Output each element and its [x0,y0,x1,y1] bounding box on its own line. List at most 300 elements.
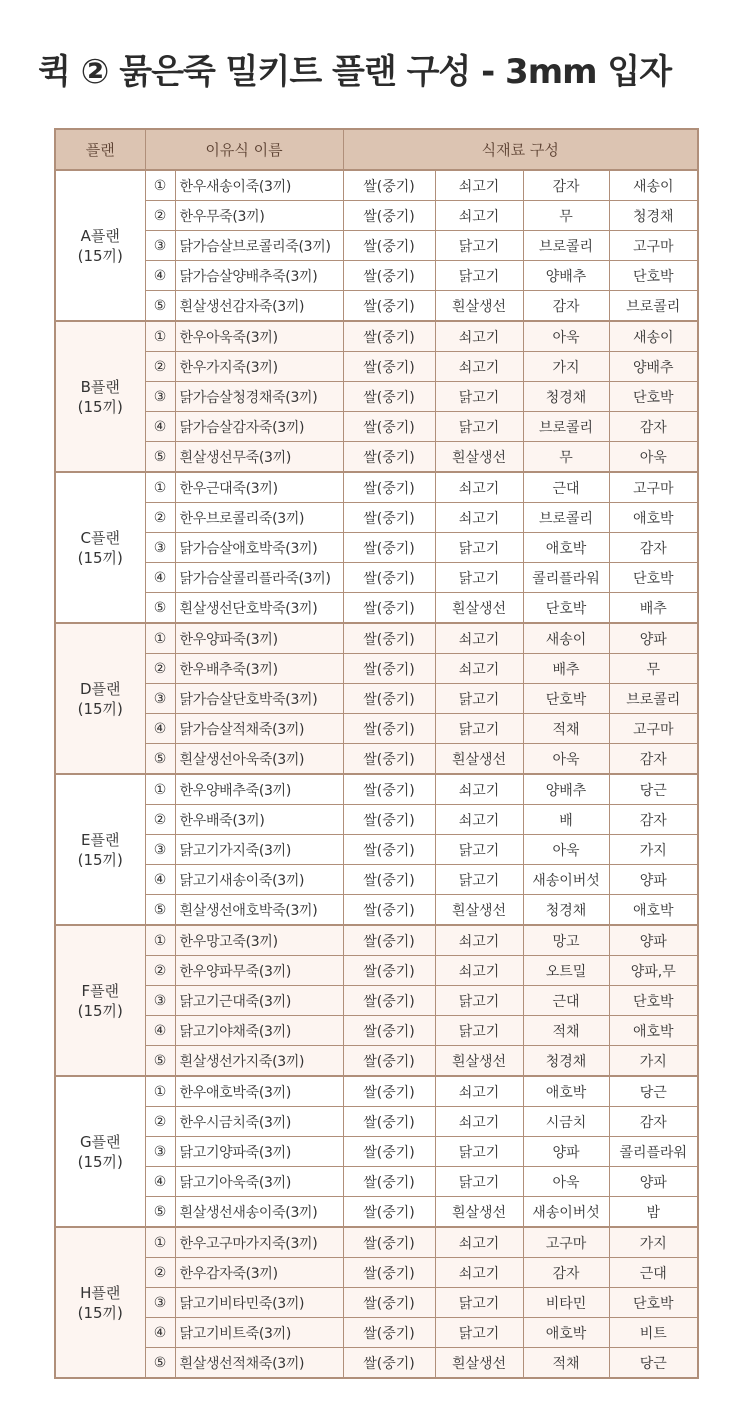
ingredient-cell: 쌀(중기) [343,956,435,986]
table-row [55,654,698,684]
menu-name: 닭가슴살양배추죽(3끼) [175,261,343,291]
menu-name: 한우새송이죽(3끼) [175,170,343,201]
menu-number: ② [145,1258,175,1288]
table-row [55,472,698,503]
ingredient-cell: 감자 [523,291,609,322]
ingredient-cell: 근대 [523,472,609,503]
menu-name: 한우고구마가지죽(3끼) [175,1227,343,1258]
ingredient-cell: 양배추 [523,261,609,291]
ingredient-cell: 고구마 [609,714,698,744]
ingredient-cell: 양파 [609,925,698,956]
menu-number: ④ [145,865,175,895]
ingredient-cell: 쇠고기 [435,925,523,956]
table-row [55,593,698,624]
page-title: 퀵 ② 묽은죽 밀키트 플랜 구성 - 3mm 입자 [38,52,672,92]
menu-name: 한우애호박죽(3끼) [175,1076,343,1107]
ingredient-cell: 밤 [609,1197,698,1228]
ingredient-cell: 닭고기 [435,563,523,593]
table-row [55,170,698,201]
ingredient-cell: 흰살생선 [435,1046,523,1077]
table-row [55,261,698,291]
ingredient-cell: 쌀(중기) [343,291,435,322]
ingredient-cell: 쌀(중기) [343,261,435,291]
menu-name: 한우배죽(3끼) [175,805,343,835]
table-row [55,895,698,926]
ingredient-cell: 쌀(중기) [343,1197,435,1228]
ingredient-cell: 닭고기 [435,1016,523,1046]
table-row [55,1137,698,1167]
plan-group [55,472,698,623]
ingredient-cell: 흰살생선 [435,291,523,322]
ingredient-cell: 근대 [523,986,609,1016]
ingredient-cell: 쇠고기 [435,1258,523,1288]
plan-label [55,925,145,1076]
table-row [55,533,698,563]
menu-name: 한우양파무죽(3끼) [175,956,343,986]
plan-group [55,1076,698,1227]
ingredient-cell: 쇠고기 [435,170,523,201]
table-row [55,382,698,412]
ingredient-cell: 흰살생선 [435,1348,523,1379]
ingredient-cell: 흰살생선 [435,1197,523,1228]
ingredient-cell: 쇠고기 [435,201,523,231]
plan-count: (15끼) [77,1001,123,1020]
ingredient-cell: 닭고기 [435,714,523,744]
ingredient-cell: 흰살생선 [435,744,523,775]
menu-name: 닭가슴살청경채죽(3끼) [175,382,343,412]
ingredient-cell: 단호박 [609,382,698,412]
ingredient-cell: 쌀(중기) [343,744,435,775]
menu-number: ① [145,321,175,352]
table-row [55,563,698,593]
table-row [55,1107,698,1137]
ingredient-cell: 감자 [523,170,609,201]
ingredient-cell: 무 [609,654,698,684]
ingredient-cell: 쇠고기 [435,774,523,805]
ingredient-cell: 쌀(중기) [343,1167,435,1197]
ingredient-cell: 배 [523,805,609,835]
ingredient-cell: 시금치 [523,1107,609,1137]
ingredient-cell: 당근 [609,774,698,805]
menu-number: ② [145,956,175,986]
ingredient-cell: 당근 [609,1348,698,1379]
ingredient-cell: 닭고기 [435,1318,523,1348]
ingredient-cell: 쌀(중기) [343,684,435,714]
header-row [55,129,698,170]
ingredient-cell: 쌀(중기) [343,986,435,1016]
ingredient-cell: 쇠고기 [435,1107,523,1137]
ingredient-cell: 가지 [523,352,609,382]
menu-name: 한우근대죽(3끼) [175,472,343,503]
table-row [55,684,698,714]
menu-number: ③ [145,684,175,714]
ingredient-cell: 쌀(중기) [343,895,435,926]
ingredient-cell: 쌀(중기) [343,835,435,865]
menu-number: ④ [145,563,175,593]
plan-count: (15끼) [77,850,123,869]
ingredient-cell: 쌀(중기) [343,1348,435,1379]
menu-number: ③ [145,1288,175,1318]
ingredient-cell: 쇠고기 [435,1227,523,1258]
menu-name: 흰살생선가지죽(3끼) [175,1046,343,1077]
plan-name: F플랜 [81,981,120,1000]
ingredient-cell: 쇠고기 [435,472,523,503]
menu-number: ④ [145,261,175,291]
menu-number: ① [145,1227,175,1258]
ingredient-cell: 아욱 [523,321,609,352]
menu-name: 흰살생선단호박죽(3끼) [175,593,343,624]
ingredient-cell: 애호박 [609,895,698,926]
plan-count: (15끼) [77,548,123,567]
menu-name: 흰살생선무죽(3끼) [175,442,343,473]
menu-name: 닭가슴살단호박죽(3끼) [175,684,343,714]
plan-group [55,623,698,774]
table-row [55,442,698,473]
ingredient-cell: 감자 [609,805,698,835]
ingredient-cell: 닭고기 [435,533,523,563]
ingredient-cell: 닭고기 [435,1167,523,1197]
plan-name: D플랜 [79,679,121,698]
ingredient-cell: 쇠고기 [435,956,523,986]
ingredient-cell: 쌀(중기) [343,1227,435,1258]
ingredient-cell: 새송이 [609,170,698,201]
plan-count: (15끼) [77,699,123,718]
ingredient-cell: 닭고기 [435,684,523,714]
ingredient-cell: 쌀(중기) [343,1107,435,1137]
ingredient-cell: 근대 [609,1258,698,1288]
menu-number: ① [145,472,175,503]
ingredient-cell: 브로콜리 [609,684,698,714]
ingredient-cell: 쌀(중기) [343,382,435,412]
ingredient-cell: 쌀(중기) [343,925,435,956]
ingredient-cell: 콜리플라워 [609,1137,698,1167]
table-row [55,744,698,775]
plan-group [55,170,698,321]
ingredient-cell: 쌀(중기) [343,170,435,201]
ingredient-cell: 단호박 [609,261,698,291]
table-row [55,774,698,805]
menu-name: 한우시금치죽(3끼) [175,1107,343,1137]
menu-name: 한우양배추죽(3끼) [175,774,343,805]
menu-name: 닭가슴살브로콜리죽(3끼) [175,231,343,261]
ingredient-cell: 아욱 [523,835,609,865]
ingredient-cell: 양파 [609,865,698,895]
ingredient-cell: 새송이 [523,623,609,654]
ingredient-cell: 쌀(중기) [343,623,435,654]
ingredient-cell: 쌀(중기) [343,472,435,503]
menu-number: ④ [145,1318,175,1348]
ingredient-cell: 쌀(중기) [343,1137,435,1167]
table-row [55,231,698,261]
menu-number: ② [145,352,175,382]
ingredient-cell: 가지 [609,835,698,865]
table-row [55,1167,698,1197]
menu-number: ⑤ [145,291,175,322]
ingredient-cell: 쌀(중기) [343,654,435,684]
table-row [55,623,698,654]
menu-number: ① [145,925,175,956]
plan-group [55,321,698,472]
menu-number: ② [145,503,175,533]
table-row [55,412,698,442]
ingredient-cell: 청경채 [609,201,698,231]
plan-label [55,623,145,774]
ingredient-cell: 쇠고기 [435,805,523,835]
table-row [55,1197,698,1228]
ingredient-cell: 닭고기 [435,1288,523,1318]
ingredient-cell: 쌀(중기) [343,1046,435,1077]
ingredient-cell: 단호박 [609,563,698,593]
ingredient-cell: 쌀(중기) [343,593,435,624]
menu-number: ③ [145,1137,175,1167]
menu-name: 흰살생선적채죽(3끼) [175,1348,343,1379]
ingredient-cell: 오트밀 [523,956,609,986]
ingredient-cell: 아욱 [609,442,698,473]
ingredient-cell: 단호박 [609,1288,698,1318]
plan-name: A플랜 [80,226,120,245]
table-row [55,1227,698,1258]
ingredient-cell: 쇠고기 [435,503,523,533]
ingredient-cell: 쌀(중기) [343,805,435,835]
menu-number: ② [145,201,175,231]
menu-name: 닭고기비트죽(3끼) [175,1318,343,1348]
ingredient-cell: 청경채 [523,1046,609,1077]
menu-name: 닭고기근대죽(3끼) [175,986,343,1016]
plan-label [55,472,145,623]
menu-number: ⑤ [145,744,175,775]
menu-name: 한우아욱죽(3끼) [175,321,343,352]
ingredient-cell: 콜리플라워 [523,563,609,593]
ingredient-cell: 적채 [523,1348,609,1379]
ingredient-cell: 비타민 [523,1288,609,1318]
ingredient-cell: 양파 [523,1137,609,1167]
table-row [55,1258,698,1288]
ingredient-cell: 쌀(중기) [343,321,435,352]
plan-name: E플랜 [81,830,120,849]
table-row [55,1318,698,1348]
table-row [55,1016,698,1046]
ingredient-cell: 쇠고기 [435,1076,523,1107]
ingredient-cell: 양파,무 [609,956,698,986]
ingredient-cell: 양배추 [609,352,698,382]
plan-count: (15끼) [77,246,123,265]
ingredient-cell: 흰살생선 [435,593,523,624]
menu-name: 한우감자죽(3끼) [175,1258,343,1288]
menu-name: 닭가슴살감자죽(3끼) [175,412,343,442]
table-row [55,714,698,744]
ingredient-cell: 청경채 [523,382,609,412]
ingredient-cell: 단호박 [523,593,609,624]
ingredient-cell: 쌀(중기) [343,1288,435,1318]
menu-number: ⑤ [145,895,175,926]
plan-label [55,321,145,472]
ingredient-cell: 닭고기 [435,835,523,865]
ingredient-cell: 브로콜리 [523,503,609,533]
menu-name: 흰살생선새송이죽(3끼) [175,1197,343,1228]
menu-name: 닭고기양파죽(3끼) [175,1137,343,1167]
ingredient-cell: 아욱 [523,1167,609,1197]
menu-name: 흰살생선아욱죽(3끼) [175,744,343,775]
ingredient-cell: 닭고기 [435,986,523,1016]
ingredient-cell: 쌀(중기) [343,503,435,533]
menu-number: ① [145,774,175,805]
menu-number: ③ [145,231,175,261]
menu-number: ⑤ [145,1197,175,1228]
ingredient-cell: 적채 [523,1016,609,1046]
ingredient-cell: 쌀(중기) [343,1318,435,1348]
plan-name: H플랜 [80,1283,121,1302]
menu-name: 닭가슴살콜리플라죽(3끼) [175,563,343,593]
ingredient-cell: 감자 [609,1107,698,1137]
ingredient-cell: 가지 [609,1046,698,1077]
menu-name: 닭고기새송이죽(3끼) [175,865,343,895]
menu-number: ② [145,805,175,835]
ingredient-cell: 닭고기 [435,412,523,442]
menu-name: 한우브로콜리죽(3끼) [175,503,343,533]
ingredient-cell: 애호박 [523,1076,609,1107]
menu-number: ⑤ [145,1348,175,1379]
table-row [55,291,698,322]
ingredient-cell: 쌀(중기) [343,774,435,805]
ingredient-cell: 애호박 [523,533,609,563]
menu-name: 닭고기아욱죽(3끼) [175,1167,343,1197]
ingredient-cell: 쌀(중기) [343,714,435,744]
menu-number: ① [145,1076,175,1107]
table-row [55,925,698,956]
ingredient-cell: 쌀(중기) [343,442,435,473]
ingredient-cell: 비트 [609,1318,698,1348]
ingredient-cell: 배추 [523,654,609,684]
plan-group [55,1227,698,1378]
plan-label [55,170,145,321]
ingredient-cell: 감자 [609,412,698,442]
ingredient-cell: 양배추 [523,774,609,805]
ingredient-cell: 쇠고기 [435,321,523,352]
ingredient-cell: 브로콜리 [523,231,609,261]
header-ingredients: 식재료 구성 [343,129,698,170]
table-row [55,1348,698,1379]
plan-count: (15끼) [77,1303,123,1322]
menu-number: ⑤ [145,442,175,473]
table-header [55,129,698,170]
ingredient-cell: 닭고기 [435,382,523,412]
menu-name: 닭고기야채죽(3끼) [175,1016,343,1046]
table-row [55,986,698,1016]
ingredient-cell: 쇠고기 [435,654,523,684]
ingredient-cell: 쇠고기 [435,623,523,654]
ingredient-cell: 닭고기 [435,261,523,291]
ingredient-cell: 가지 [609,1227,698,1258]
plan-count: (15끼) [77,397,123,416]
ingredient-cell: 쌀(중기) [343,231,435,261]
menu-number: ① [145,623,175,654]
ingredient-cell: 애호박 [609,503,698,533]
ingredient-cell: 감자 [609,533,698,563]
plan-group [55,925,698,1076]
menu-number: ④ [145,714,175,744]
ingredient-cell: 쌀(중기) [343,865,435,895]
plan-table [54,128,699,1379]
menu-name: 한우무죽(3끼) [175,201,343,231]
ingredient-cell: 새송이 [609,321,698,352]
ingredient-cell: 쇠고기 [435,352,523,382]
menu-name: 닭고기비타민죽(3끼) [175,1288,343,1318]
plan-group [55,774,698,925]
table-row [55,805,698,835]
menu-number: ④ [145,1016,175,1046]
ingredient-cell: 쌀(중기) [343,352,435,382]
plan-name: C플랜 [80,528,120,547]
ingredient-cell: 새송이버섯 [523,1197,609,1228]
table-row [55,1076,698,1107]
ingredient-cell: 쌀(중기) [343,1016,435,1046]
table-row [55,321,698,352]
ingredient-cell: 흰살생선 [435,895,523,926]
ingredient-cell: 쌀(중기) [343,563,435,593]
ingredient-cell: 쌀(중기) [343,1076,435,1107]
menu-number: ⑤ [145,593,175,624]
table-row [55,956,698,986]
ingredient-cell: 무 [523,201,609,231]
plan-label [55,1076,145,1227]
ingredient-cell: 닭고기 [435,865,523,895]
menu-name: 흰살생선감자죽(3끼) [175,291,343,322]
ingredient-cell: 적채 [523,714,609,744]
menu-number: ③ [145,382,175,412]
menu-number: ⑤ [145,1046,175,1077]
menu-number: ② [145,654,175,684]
ingredient-cell: 쌀(중기) [343,412,435,442]
menu-number: ③ [145,986,175,1016]
menu-number: ① [145,170,175,201]
menu-name: 한우망고죽(3끼) [175,925,343,956]
ingredient-cell: 감자 [523,1258,609,1288]
plan-name: G플랜 [79,1132,121,1151]
ingredient-cell: 쌀(중기) [343,533,435,563]
table-row [55,865,698,895]
ingredient-cell: 쌀(중기) [343,201,435,231]
ingredient-cell: 감자 [609,744,698,775]
menu-name: 닭고기가지죽(3끼) [175,835,343,865]
ingredient-cell: 양파 [609,623,698,654]
ingredient-cell: 쌀(중기) [343,1258,435,1288]
plan-count: (15끼) [77,1152,123,1171]
menu-name: 한우양파죽(3끼) [175,623,343,654]
ingredient-cell: 고구마 [523,1227,609,1258]
menu-number: ④ [145,1167,175,1197]
ingredient-cell: 브로콜리 [523,412,609,442]
table-row [55,1046,698,1077]
header-menu-name: 이유식 이름 [145,129,343,170]
ingredient-cell: 아욱 [523,744,609,775]
ingredient-cell: 새송이버섯 [523,865,609,895]
ingredient-cell: 단호박 [523,684,609,714]
table-row [55,1288,698,1318]
ingredient-cell: 애호박 [523,1318,609,1348]
ingredient-cell: 애호박 [609,1016,698,1046]
menu-number: ② [145,1107,175,1137]
ingredient-cell: 배추 [609,593,698,624]
plan-label [55,1227,145,1378]
ingredient-cell: 단호박 [609,986,698,1016]
table-row [55,352,698,382]
menu-name: 닭가슴살적채죽(3끼) [175,714,343,744]
ingredient-cell: 고구마 [609,472,698,503]
menu-number: ④ [145,412,175,442]
menu-name: 한우배추죽(3끼) [175,654,343,684]
ingredient-cell: 닭고기 [435,1137,523,1167]
ingredient-cell: 흰살생선 [435,442,523,473]
